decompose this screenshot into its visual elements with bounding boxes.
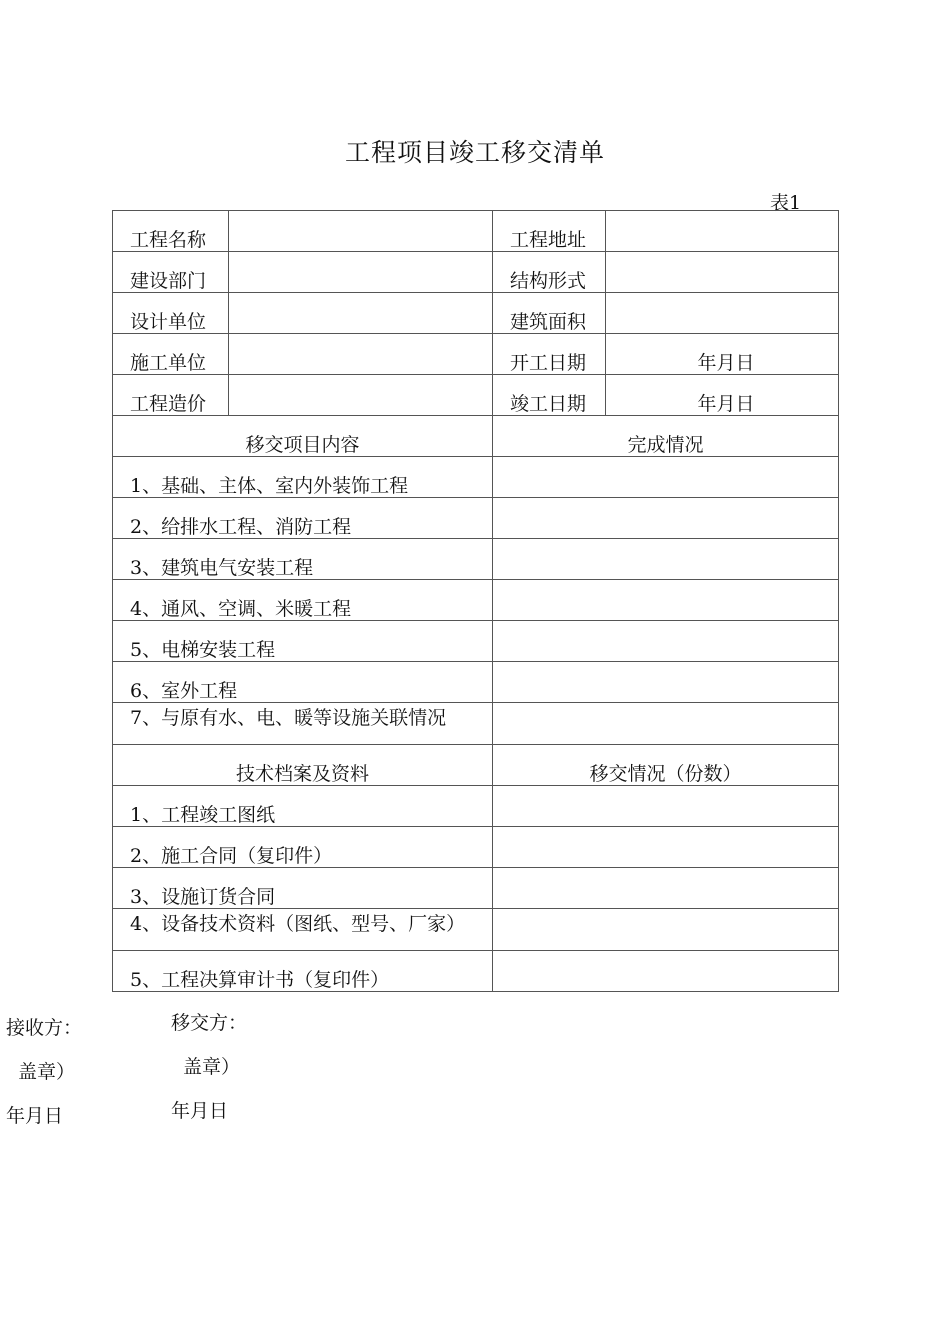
table-row [113, 951, 839, 992]
document-copies[interactable] [493, 951, 839, 992]
document-copies[interactable] [493, 786, 839, 827]
start-date-value[interactable]: 年月日 [606, 334, 839, 375]
section-header-right: 完成情况 [493, 416, 839, 457]
table-row [113, 868, 839, 909]
document-copies[interactable] [493, 909, 839, 951]
table-row [113, 909, 839, 951]
document-label: 3、设施订货合同 [113, 868, 493, 909]
table-row [113, 498, 839, 539]
item-label: 6、室外工程 [113, 662, 493, 703]
completion-date-value[interactable]: 年月日 [606, 375, 839, 416]
info-label: 设计单位 [113, 293, 229, 334]
handover-table [112, 210, 839, 992]
section-header-right: 移交情况（份数） [493, 745, 839, 786]
info-label: 工程名称 [113, 211, 229, 252]
info-label: 施工单位 [113, 334, 229, 375]
document-label: 4、设备技术资料（图纸、型号、厂家） [113, 909, 493, 951]
info-value[interactable] [229, 211, 493, 252]
item-label: 3、建筑电气安装工程 [113, 539, 493, 580]
item-status[interactable] [493, 539, 839, 580]
item-label: 1、基础、主体、室内外装饰工程 [113, 457, 493, 498]
section-header [113, 745, 839, 786]
transferor-seal: 盖章） [183, 1056, 241, 1078]
item-status[interactable] [493, 580, 839, 621]
info-row [113, 211, 839, 252]
item-label: 4、通风、空调、米暖工程 [113, 580, 493, 621]
document-copies[interactable] [493, 868, 839, 909]
document-label: 1、工程竣工图纸 [113, 786, 493, 827]
receiver-date: 年月日 [6, 1105, 64, 1127]
item-status[interactable] [493, 703, 839, 745]
info-row [113, 375, 839, 416]
info-row [113, 334, 839, 375]
info-value[interactable] [229, 293, 493, 334]
info-label: 结构形式 [493, 252, 606, 293]
item-label: 5、电梯安装工程 [113, 621, 493, 662]
document-label: 2、施工合同（复印件） [113, 827, 493, 868]
table-number: 表1 [770, 192, 802, 214]
section-header [113, 416, 839, 457]
transferor-date: 年月日 [171, 1100, 229, 1122]
transferor-label: 移交方： [171, 1012, 248, 1034]
table-row [113, 703, 839, 745]
table-row [113, 457, 839, 498]
info-label: 建设部门 [113, 252, 229, 293]
item-label: 7、与原有水、电、暖等设施关联情况 [113, 703, 493, 745]
table-row [113, 621, 839, 662]
info-value[interactable] [606, 293, 839, 334]
handover-items-section [113, 416, 839, 745]
receiver-label: 接收方： [6, 1017, 83, 1039]
info-value[interactable] [229, 334, 493, 375]
receiver-seal: 盖章） [18, 1061, 76, 1083]
section-header-left: 技术档案及资料 [113, 745, 493, 786]
info-value[interactable] [229, 375, 493, 416]
item-status[interactable] [493, 621, 839, 662]
table-row [113, 662, 839, 703]
info-label: 工程造价 [113, 375, 229, 416]
table-row [113, 786, 839, 827]
item-status[interactable] [493, 457, 839, 498]
info-row [113, 293, 839, 334]
info-label: 建筑面积 [493, 293, 606, 334]
info-value[interactable] [606, 211, 839, 252]
document-label: 5、工程决算审计书（复印件） [113, 951, 493, 992]
info-label: 竣工日期 [493, 375, 606, 416]
item-label: 2、给排水工程、消防工程 [113, 498, 493, 539]
table-row [113, 539, 839, 580]
table-row [113, 580, 839, 621]
section-header-left: 移交项目内容 [113, 416, 493, 457]
info-row [113, 252, 839, 293]
document-copies[interactable] [493, 827, 839, 868]
info-rows [113, 211, 839, 416]
item-status[interactable] [493, 498, 839, 539]
table-row [113, 827, 839, 868]
item-status[interactable] [493, 662, 839, 703]
info-label: 工程地址 [493, 211, 606, 252]
info-label: 开工日期 [493, 334, 606, 375]
documents-section [113, 745, 839, 992]
info-value[interactable] [229, 252, 493, 293]
info-value[interactable] [606, 252, 839, 293]
document-title: 工程项目竣工移交清单 [344, 138, 605, 167]
